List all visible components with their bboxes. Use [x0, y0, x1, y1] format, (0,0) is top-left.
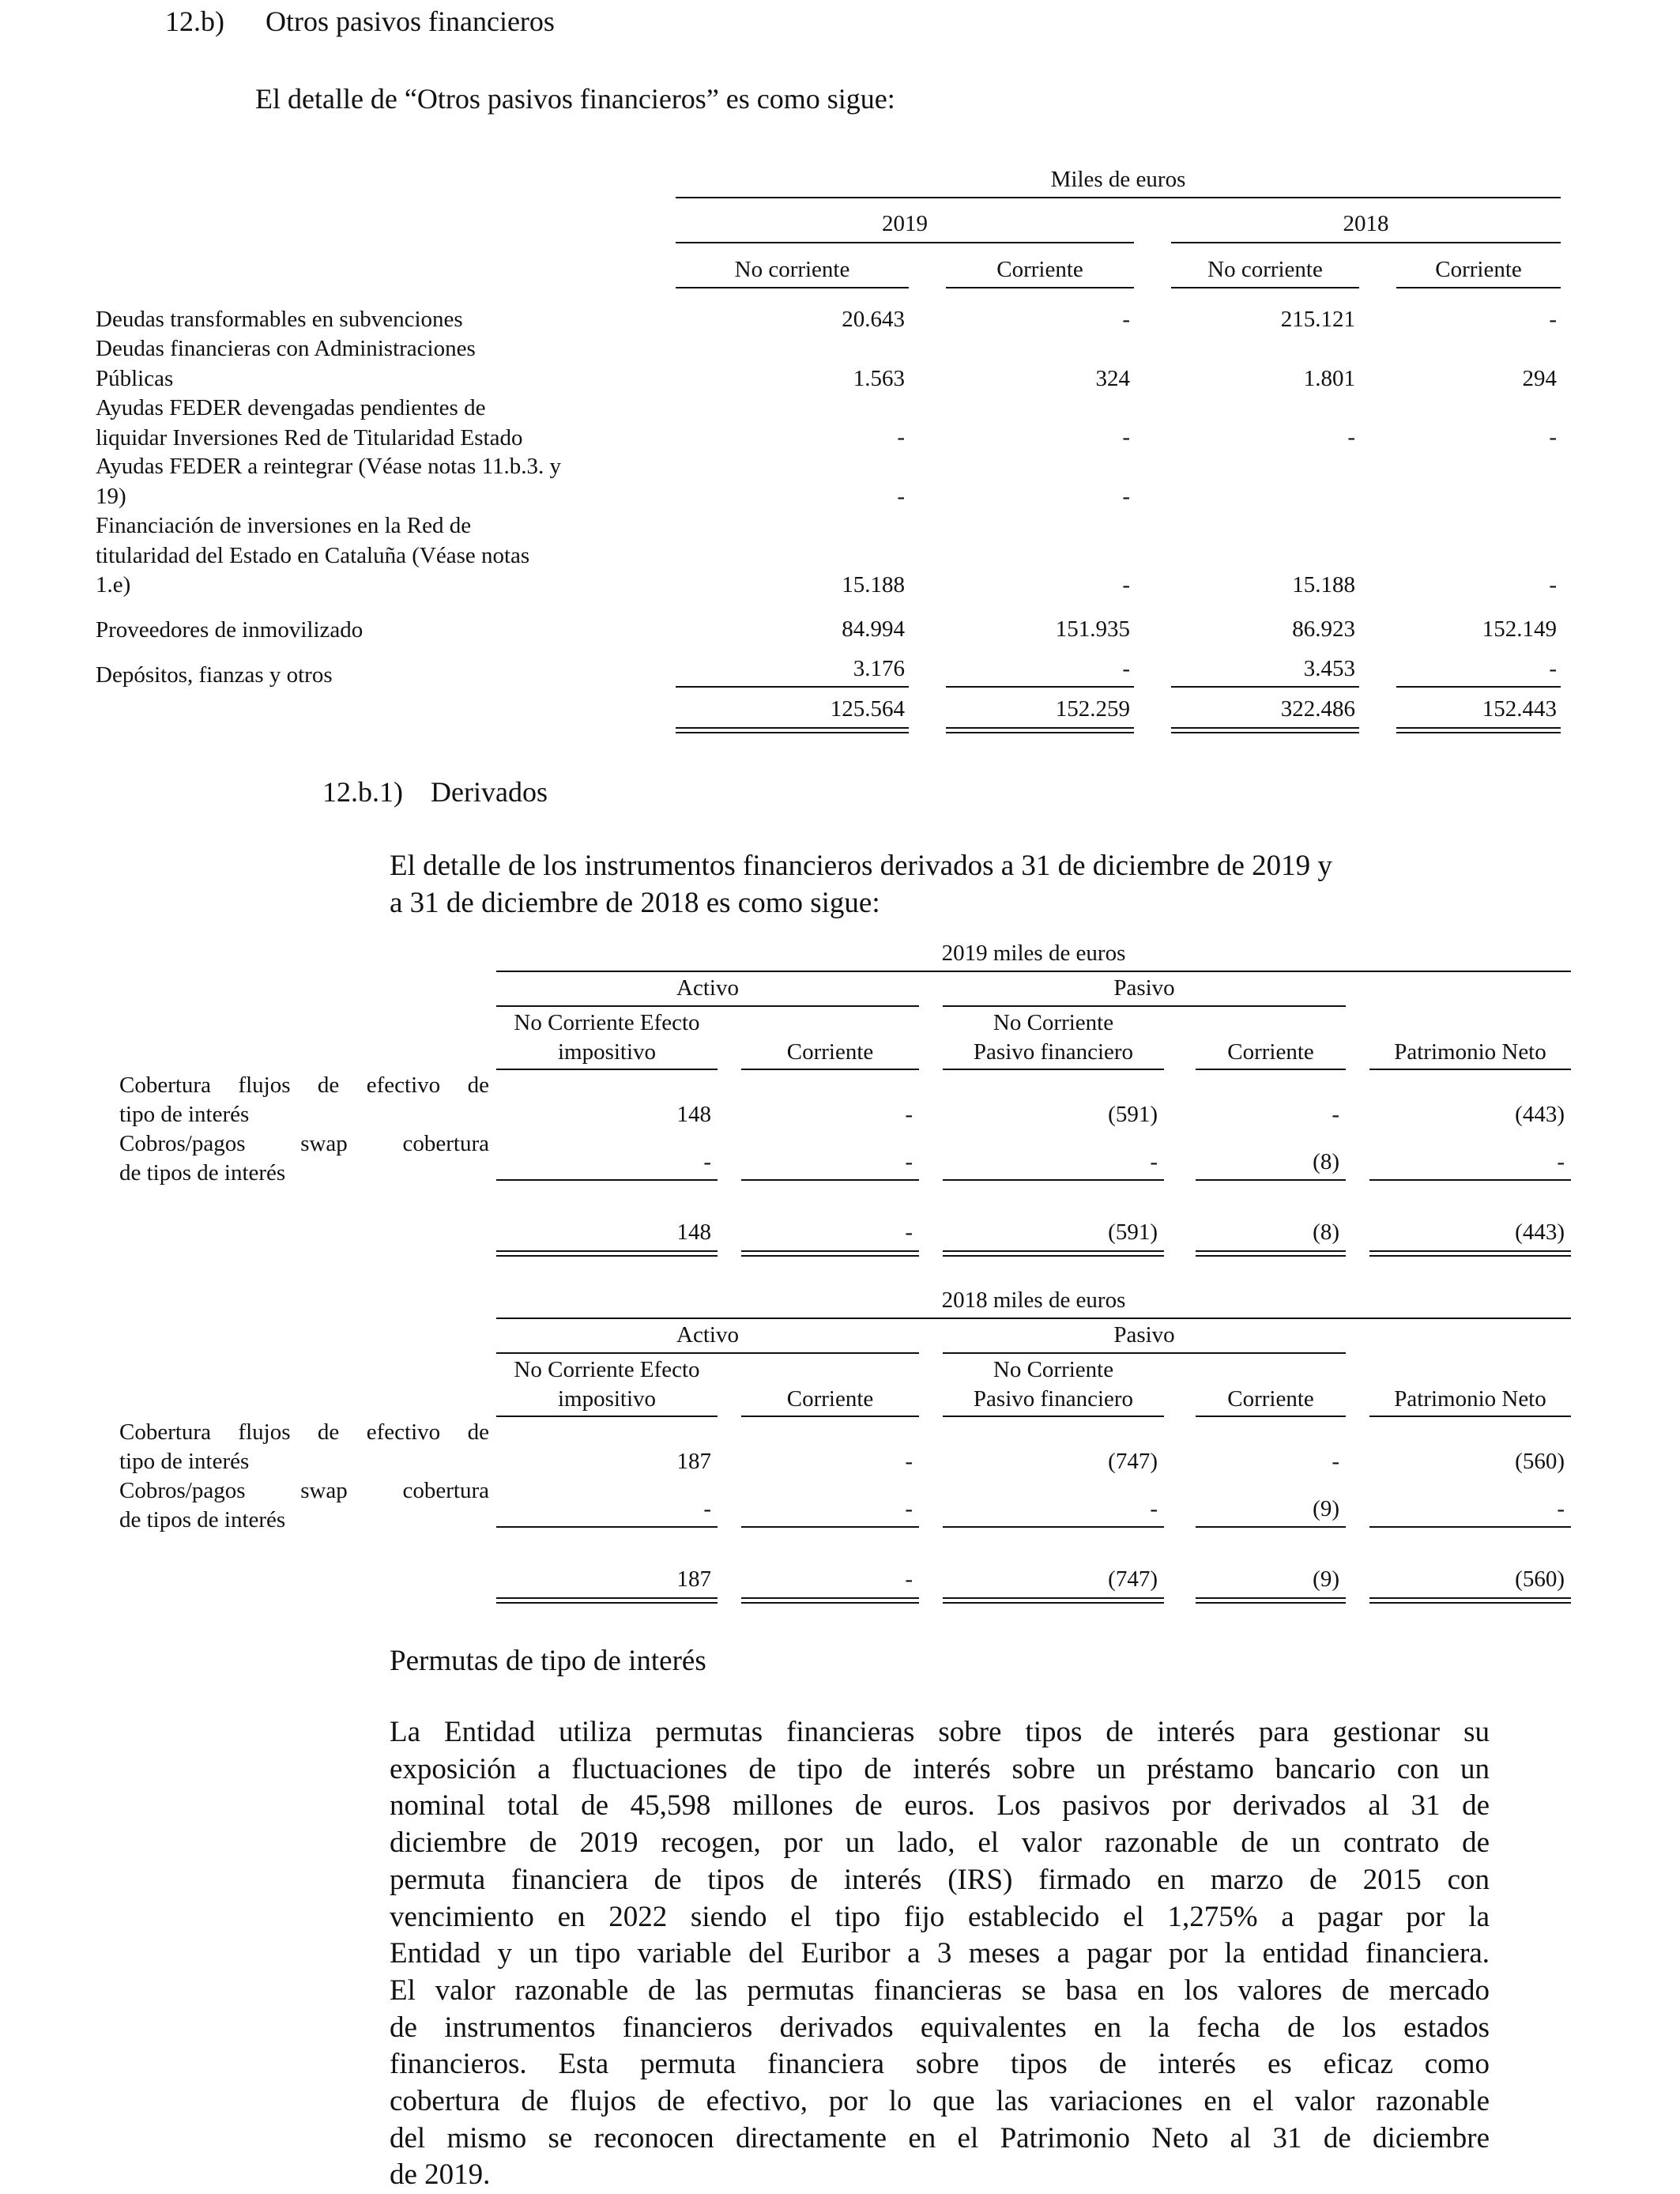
paragraph-line: Entidad y un tipo variable del Euribor a 3 meses a pagar por la entidad financiera. — [390, 1937, 1490, 1970]
group-activo: Activo — [676, 975, 739, 1001]
caption-rule — [496, 1318, 1571, 1319]
cell: - — [1549, 307, 1557, 332]
row-label — [96, 511, 529, 601]
total-double-rule — [496, 1250, 718, 1257]
cell: 152.149 — [1482, 616, 1557, 642]
label-line: Financiación de inversiones en la Red de — [96, 513, 472, 538]
col-header — [741, 1038, 919, 1067]
col-rule — [1171, 287, 1359, 288]
cell: (8) — [1313, 1149, 1339, 1174]
row-label — [119, 1476, 489, 1535]
cell: - — [905, 1102, 913, 1127]
sum-rule — [1396, 686, 1561, 688]
cell: - — [1549, 656, 1557, 681]
label-line: Deudas financieras con Administraciones — [96, 336, 476, 361]
header-line: impositivo — [557, 1039, 657, 1065]
label-line: Ayudas FEDER devengadas pendientes de — [96, 395, 486, 420]
paragraph-line: nominal total de 45,598 millones de euros. Los pasivos por derivados al 31 de — [390, 1789, 1490, 1823]
cell: - — [1150, 1496, 1158, 1521]
cell: - — [703, 1496, 711, 1521]
sum-rule — [1196, 1526, 1346, 1528]
col-header: Corriente — [1435, 257, 1522, 282]
label-line: tipo de interés — [119, 1102, 250, 1127]
header-line: No Corriente — [993, 1010, 1114, 1035]
label-line: de tipos de interés — [119, 1160, 286, 1186]
row-label — [96, 452, 561, 511]
col-header: No corriente — [734, 257, 850, 282]
total-cell: (8) — [1313, 1220, 1339, 1245]
label-line: Cobros/pagos swap cobertura — [119, 1478, 489, 1503]
cell: - — [1332, 1449, 1339, 1474]
paragraph-line: diciembre de 2019 recogen, por un lado, el valor razonable de un contrato de — [390, 1826, 1490, 1860]
total-double-rule — [1196, 1250, 1346, 1257]
intro-line: El detalle de los instrumentos financieros derivados a 31 de diciembre de 2019 y — [390, 850, 1332, 882]
cell: 84.994 — [842, 616, 905, 642]
label-line: 19) — [96, 483, 126, 509]
cell: - — [1122, 307, 1130, 332]
cell: - — [1150, 1149, 1158, 1174]
total-cell: - — [905, 1220, 913, 1245]
col-header — [741, 1385, 919, 1414]
total-cell: 148 — [676, 1220, 711, 1245]
total-cell: (560) — [1515, 1566, 1565, 1592]
paragraph-line: financieros. Esta permuta financiera sobre tipos de interés es eficaz como — [390, 2048, 1490, 2081]
label-line: Cobros/pagos swap cobertura — [119, 1131, 489, 1156]
total-cell: (9) — [1313, 1566, 1339, 1592]
total-cell: - — [905, 1566, 913, 1592]
sum-rule — [496, 1179, 718, 1181]
col-header: No corriente — [1207, 257, 1323, 282]
cell: 86.923 — [1292, 616, 1355, 642]
unit-rule — [676, 197, 1561, 198]
paragraph-line: permuta financiera de tipos de interés (IRS) firmado en marzo de 2015 con — [390, 1863, 1490, 1896]
label-line: Cobertura flujos de efectivo de — [119, 1419, 489, 1445]
col-header — [496, 1355, 718, 1414]
header-line: impositivo — [557, 1386, 657, 1412]
cell: 1.801 — [1303, 366, 1355, 391]
header-line: Pasivo financiero — [973, 1039, 1134, 1065]
year-2018-header: 2018 — [1343, 211, 1389, 236]
section-12b1-title: Derivados — [431, 776, 548, 808]
col-rule — [741, 1069, 919, 1070]
label-line: Deudas transformables en subvenciones — [96, 307, 463, 332]
year-2019-header: 2019 — [882, 211, 928, 236]
table-caption: 2018 miles de euros — [941, 1287, 1126, 1313]
label-line: Ayudas FEDER a reintegrar (Véase notas 11.b.3. y — [96, 454, 561, 479]
cell: 215.121 — [1280, 307, 1355, 332]
cell: 151.935 — [1055, 616, 1130, 642]
header-line: No Corriente — [993, 1357, 1114, 1382]
col-header — [496, 1008, 718, 1067]
total-double-rule — [676, 727, 909, 733]
total-double-rule — [1369, 1250, 1571, 1257]
col-header — [1196, 1038, 1346, 1067]
sum-rule — [676, 686, 909, 688]
row-label — [119, 1418, 489, 1476]
group-rule — [496, 1352, 919, 1354]
cell: - — [1557, 1149, 1565, 1174]
header-line: Patrimonio Neto — [1394, 1386, 1546, 1412]
sum-rule — [496, 1526, 718, 1528]
header-line: Pasivo financiero — [973, 1386, 1134, 1412]
cell: 15.188 — [842, 572, 905, 598]
cell: 187 — [676, 1449, 711, 1474]
group-pasivo: Pasivo — [1113, 1322, 1175, 1348]
paragraph-line: vencimiento en 2022 siendo el tipo fijo establecido el 1,275% a pagar por la — [390, 1900, 1490, 1933]
total-cell: (747) — [1108, 1566, 1158, 1592]
col-rule — [496, 1416, 718, 1417]
sum-rule — [741, 1526, 919, 1528]
col-header — [1196, 1385, 1346, 1414]
label-line: liquidar Inversiones Red de Titularidad Estado — [96, 424, 523, 450]
cell: 1.563 — [853, 366, 905, 391]
group-pasivo: Pasivo — [1113, 975, 1175, 1001]
label-line: de tipos de interés — [119, 1507, 286, 1532]
sum-rule — [946, 686, 1134, 688]
section-12b-intro: El detalle de “Otros pasivos financieros” es como sigue: — [255, 83, 895, 115]
total-cell: 322.486 — [1280, 696, 1355, 722]
year-2019-rule — [676, 242, 1134, 243]
row-label — [96, 661, 333, 691]
label-line: titularidad del Estado en Cataluña (Véase notas — [96, 542, 530, 568]
total-double-rule — [1396, 727, 1561, 733]
section-12b1-number: 12.b.1) — [322, 776, 403, 808]
col-rule — [1396, 287, 1561, 288]
col-header — [943, 1355, 1164, 1414]
header-line: Corriente — [1227, 1386, 1314, 1412]
paragraph-line: de 2019. — [390, 2158, 491, 2192]
col-rule — [1369, 1069, 1571, 1070]
label-line: Cobertura flujos de efectivo de — [119, 1072, 489, 1098]
col-rule — [1369, 1416, 1571, 1417]
paragraph-line: de instrumentos financieros derivados equivalentes en la fecha de los estados — [390, 2011, 1490, 2044]
table-unit: Miles de euros — [1050, 167, 1186, 192]
col-header — [1369, 1385, 1571, 1414]
row-label — [96, 305, 463, 335]
row-label — [119, 1071, 489, 1129]
cell: (747) — [1108, 1449, 1158, 1474]
col-rule — [1196, 1416, 1346, 1417]
group-rule — [943, 1352, 1346, 1354]
cell: 294 — [1522, 366, 1557, 391]
paragraph-line: La Entidad utiliza permutas financieras sobre tipos de interés para gestionar su — [390, 1716, 1490, 1748]
cell: - — [905, 1149, 913, 1174]
cell: 20.643 — [842, 307, 905, 332]
cell: - — [1549, 572, 1557, 598]
cell: - — [703, 1149, 711, 1174]
total-double-rule — [1171, 727, 1359, 733]
total-cell: (443) — [1515, 1220, 1565, 1245]
row-label — [96, 616, 363, 646]
cell: 3.453 — [1303, 656, 1355, 681]
header-line: No Corriente Efecto — [514, 1010, 700, 1035]
label-line: tipo de interés — [119, 1449, 250, 1474]
cell: 15.188 — [1292, 572, 1355, 598]
group-rule — [496, 1005, 919, 1007]
total-double-rule — [943, 1597, 1164, 1604]
header-line: Corriente — [786, 1386, 874, 1412]
paragraph-line: exposición a fluctuaciones de tipo de interés sobre un préstamo bancario con un — [390, 1752, 1490, 1785]
caption-rule — [496, 971, 1571, 972]
total-double-rule — [496, 1597, 718, 1604]
cell: - — [905, 1496, 913, 1521]
total-double-rule — [1196, 1597, 1346, 1604]
cell: (443) — [1515, 1102, 1565, 1127]
cell: - — [1122, 572, 1130, 598]
header-line: No Corriente Efecto — [514, 1357, 700, 1382]
label-line: Públicas — [96, 365, 174, 391]
section-12b-number: 12.b) — [165, 6, 224, 37]
total-cell: (591) — [1108, 1220, 1158, 1245]
cell: - — [897, 424, 905, 450]
row-label — [96, 394, 522, 453]
sum-rule — [943, 1179, 1164, 1181]
label-line: Depósitos, fianzas y otros — [96, 662, 333, 688]
sum-rule — [1171, 686, 1359, 688]
cell: 324 — [1095, 366, 1130, 391]
label-line: Proveedores de inmovilizado — [96, 617, 363, 643]
label-line: 1.e) — [96, 572, 131, 598]
paragraph-line: El valor razonable de las permutas financieras se basa en los valores de mercado — [390, 1973, 1490, 2007]
col-rule — [496, 1069, 718, 1070]
intro-line: a 31 de diciembre de 2018 es como sigue: — [390, 887, 880, 919]
cell: - — [1347, 424, 1355, 450]
group-rule — [943, 1005, 1346, 1007]
section-12b1-intro — [390, 847, 1332, 922]
sum-rule — [1196, 1179, 1346, 1181]
total-double-rule — [946, 727, 1134, 733]
total-double-rule — [741, 1597, 919, 1604]
cell: 148 — [676, 1102, 711, 1127]
cell: - — [1122, 424, 1130, 450]
col-header — [1369, 1038, 1571, 1067]
col-rule — [741, 1416, 919, 1417]
total-cell: 152.259 — [1055, 696, 1130, 722]
paragraph-line: del mismo se reconocen directamente en el Patrimonio Neto al 31 de diciembre — [390, 2121, 1490, 2154]
permutas-paragraph — [390, 1714, 1490, 2194]
cell: - — [1332, 1102, 1339, 1127]
cell: - — [1122, 656, 1130, 681]
col-rule — [943, 1416, 1164, 1417]
row-label — [119, 1129, 489, 1188]
year-2018-rule — [1171, 242, 1561, 243]
total-cell: 152.443 — [1482, 696, 1557, 722]
col-rule — [943, 1069, 1164, 1070]
cell: - — [1557, 1496, 1565, 1521]
cell: - — [1122, 484, 1130, 509]
cell: - — [905, 1449, 913, 1474]
sum-rule — [1369, 1526, 1571, 1528]
header-line: Corriente — [1227, 1039, 1314, 1065]
section-12b-title: Otros pasivos financieros — [266, 6, 555, 37]
table-caption: 2019 miles de euros — [941, 941, 1126, 966]
col-header: Corriente — [996, 257, 1083, 282]
col-rule — [676, 287, 909, 288]
sum-rule — [943, 1526, 1164, 1528]
col-rule — [946, 287, 1134, 288]
cell: (560) — [1515, 1449, 1565, 1474]
row-label — [96, 334, 476, 394]
cell: - — [897, 484, 905, 509]
total-cell: 125.564 — [830, 696, 905, 722]
header-line: Corriente — [786, 1039, 874, 1065]
total-double-rule — [1369, 1597, 1571, 1604]
cell: (591) — [1108, 1102, 1158, 1127]
sum-rule — [1369, 1179, 1571, 1181]
total-double-rule — [943, 1250, 1164, 1257]
total-double-rule — [741, 1250, 919, 1257]
cell: - — [1549, 424, 1557, 450]
header-line: Patrimonio Neto — [1394, 1039, 1546, 1065]
group-activo: Activo — [676, 1322, 739, 1348]
paragraph-line: cobertura de flujos de efectivo, por lo que las variaciones en el valor razonable — [390, 2085, 1490, 2118]
sum-rule — [741, 1179, 919, 1181]
col-header — [943, 1008, 1164, 1067]
total-cell: 187 — [676, 1566, 711, 1592]
cell: 3.176 — [853, 656, 905, 681]
col-rule — [1196, 1069, 1346, 1070]
cell: (9) — [1313, 1496, 1339, 1521]
permutas-title: Permutas de tipo de interés — [390, 1645, 706, 1677]
